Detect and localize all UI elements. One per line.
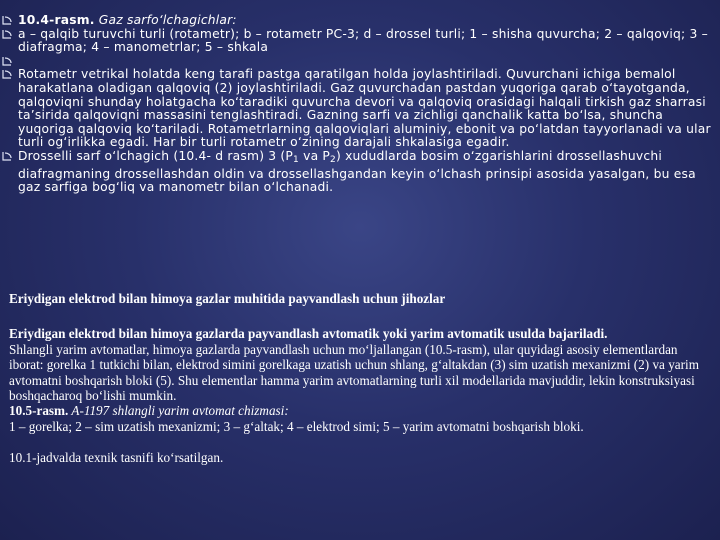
rotametr-paragraph: Rotametr vetrikal holatda keng tarafi pastga qaratilgan holda joylashtiriladi. Quvurchani ichiga bemalol harakatlana oladigan qalqoviq (2) joylashtiriladi. Gaz quvurchadan pastdan yuqoriga qarab o‘tayotganda, qalqoviqni shunday holatgacha ko‘taradiki quvurcha devori va qalqoviq orasidagi halqali tirkish gaz sharrasi ta’sirida qalqoviqni massasini tenglashtiradi. Gazning sarfi va zichligi qanchalik katta bo‘lsa, shuncha yuqoriga qalqoviq ko‘tariladi. Rotametrlarning qalqoviqlari aluminiy, ebonit va po‘latdan tayyorlanadi va ular turli og‘irlikka egadi. Har bir turli rotametr o‘zining darajali shkalasiga egadir.	[18, 67, 711, 150]
drossel-text-post: ) xududlarda bosim o‘zgarishlarini drossellashuvchi diafragmaning drossellashdan oldin va drossellashgandan keyin o‘lchash prinsipi asosida yasalgan, bu esa gaz sarfiga bog‘liq va manometr bilan o‘lchanadi.	[18, 148, 696, 195]
bullet-item-parts	[0, 28, 712, 55]
figure-caption	[9, 403, 709, 418]
figure-parts: 1 – gorelka; 2 – sim uzatish mexanizmi; 3 – g‘altak; 4 – elektrod simi; 5 – yarim avtomatni boshqarish bloki.	[9, 418, 584, 434]
figure-title: A-1197 shlangli yarim avtomat chizmasi:	[68, 403, 289, 419]
bullet-item-caption	[0, 14, 712, 28]
section-text-block	[9, 291, 709, 466]
drossel-text-pre: Drosselli sarf o‘lchagich (10.4- d rasm) 3 (P	[18, 148, 294, 163]
p2-subscript: 2	[330, 154, 336, 165]
drossel-text-mid: va P	[298, 148, 331, 163]
bullet-icon	[2, 15, 13, 26]
table-note: 10.1-jadvalda texnik tasnifi ko‘rsatilgan.	[9, 450, 224, 466]
bullet-icon	[2, 69, 13, 80]
bullet-icon	[2, 151, 13, 162]
caption-label: 10.4-rasm.	[18, 13, 95, 27]
bullet-item-drossel	[0, 150, 712, 195]
bullet-item-rotametr	[0, 68, 712, 150]
section-subheading: Eriydigan elektrod bilan himoya gazlarda payvandlash avtomatik yoki yarim avtomatik usulda bajariladi.	[9, 326, 608, 342]
slide-text-block	[0, 14, 712, 195]
section-heading: Eriydigan elektrod bilan himoya gazlar muhitida payvandlash uchun jihozlar	[9, 291, 446, 306]
figure-label: 10.5-rasm.	[9, 403, 69, 419]
caption-parts: a – qalqib turuvchi turli (rotametr); b – rotametr PC-3; d – drossel turli; 1 – shisha quvurcha; 2 – qalqoviq; 3 – diafragma; 4 – manometrlar; 5 – shkala	[18, 26, 708, 55]
section-body: Shlangli yarim avtomatlar, himoya gazlarda payvandlash uchun mo‘ljallangan (10.5-rasm), ular quyidagi asosiy elementlardan iborat: gorelka 1 tutkichi bilan, elektrod simini gorelkaga uzatish uchun shlang, g‘altakdan (3) sim uzatish mexanizmi (2) va yarim avtomatni boshqarish bloki (5). Shu elementlar hamma yarim avtomatlarning turli xil modellarida mavjuddir, lekin konstruksiyasi boshqacharoq bo‘lishi mumkin.	[9, 341, 699, 404]
caption-title: Gaz sarfo‘lchagichlar:	[94, 13, 237, 27]
bullet-item-empty	[0, 55, 712, 69]
bullet-icon	[2, 56, 13, 67]
p1-subscript: 1	[293, 154, 299, 165]
bullet-icon	[2, 29, 13, 40]
